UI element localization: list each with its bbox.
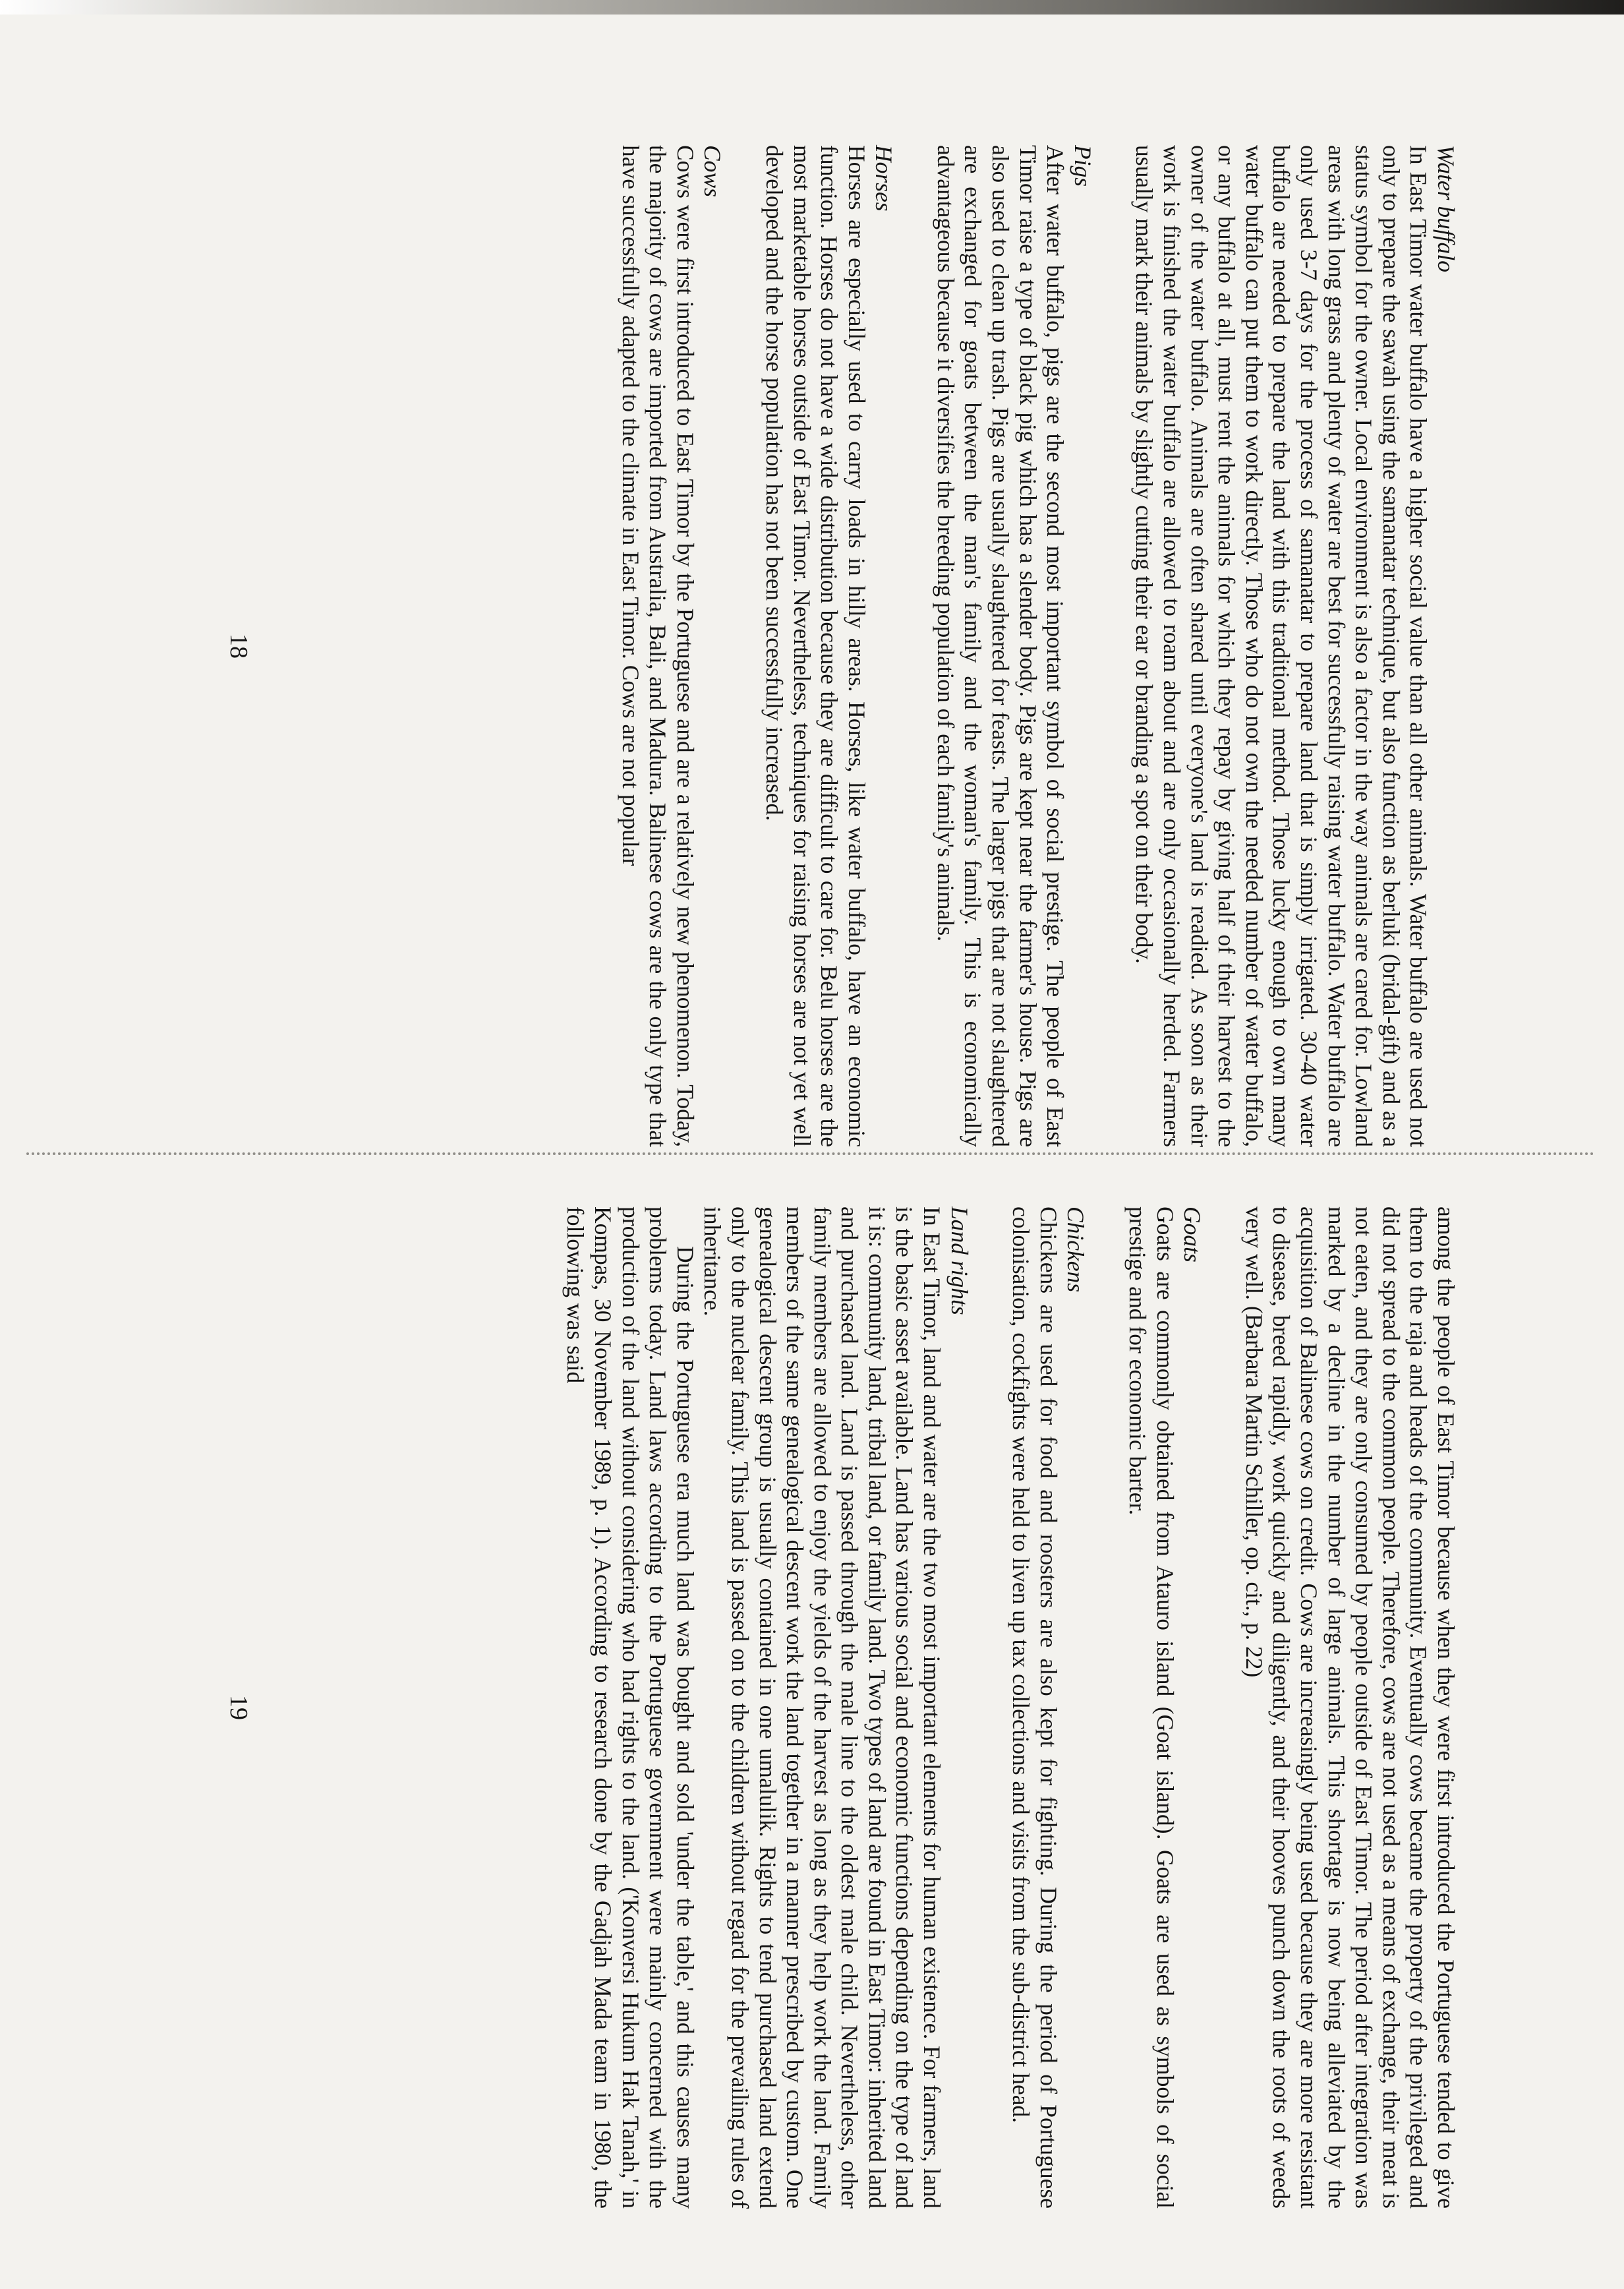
section-cows: [616, 145, 726, 1147]
section-paragraph: In East Timor water buffalo have a higher social value than all other animals. Water buffalo are used not only to prepare the sawah using the samanatar technique, but also function as berluki (bridal-gift) and as a status symbol for the owner. Local environment is also a factor in the way animals are cared for. Lowland areas with long grass and plenty of water are best for successfully raising water buffalo. Water buffalo are only used 3-7 days for the process of samanatar to prepare land that is simply irrigated. 30-40 water buffalo are needed to prepare the land with this traditional method. Those lucky enough to own many water buffalo can put them to work directly. Those who do not own the needed number of water buffalo, or any buffalo at all, must rent the animals for which they repay by giving half of their harvest to the owner of the water buffalo. Animals are often shared until everyone's land is readied. As soon as their work is finished the water buffalo are allowed to roam about and are only occasionally herded. Farmers usually mark their animals by slightly cutting their ear or branding a spot on their body.: [1131, 145, 1432, 1147]
page-number: 18: [225, 634, 252, 659]
section-chickens: [1007, 1206, 1089, 2209]
section-heading: Water buffalo: [1433, 145, 1459, 272]
page-19: [141, 1206, 1459, 2209]
section-cows-continued: [1240, 1206, 1459, 2209]
section-paragraph: Horses are especially used to carry loads in hilly areas. Horses, like water buffalo, have an economic function. Horses do not have a wide distribution because they are difficult to care for. Belu horses are the most marketable horses outside of East Timor. Nevertheless, techniques for raising horses are not yet well developed and the horse population has not been successfully increased.: [761, 145, 870, 1147]
section-paragraph: Chickens are used for food and roosters are also kept for fighting. During the period of Portuguese colonisation, cockfights were held to liven up tax collections and visits from the sub-district head.: [1008, 1206, 1062, 2209]
section-paragraph: among the people of East Timor because when they were first introduced the Portuguese tended to give them to the raja and heads of the community. Eventually cows became the property of the privileged and did not spread to the common people. Therefore, cows are not used as a means of exchange, their meat is not eaten, and they are only consumed by people outside of East Timor. The period after integration was marked by a decline in the number of large animals. This shortage is now being alleviated by the acquisition of Balinese cows on credit. Cows are increasingly being used because they are more resistant to disease, breed rapidly, work quickly and diligently, and their hooves punch down the roots of weeds very well. (Barbara Martin Schiller, op. cit., p. 22): [1240, 1206, 1459, 2209]
section-land-rights: [562, 1206, 973, 2209]
section-heading: Chickens: [1062, 1206, 1089, 1293]
section-paragraph: After water buffalo, pigs are the second most important symbol of social prestige. The people of East Timor raise a type of black pig which has a slender body. Pigs are kept near the farmer's house. Pigs are also used to clean up trash. Pigs are usually slaughtered for feasts. The larger pigs that are not slaughtered are exchanged for goats between the man's family and the woman's family. This is economically advantageous because it diversifies the breeding population of each family's animals.: [932, 145, 1069, 1147]
section-goats: [1123, 1206, 1205, 2209]
section-heading: Cows: [699, 145, 726, 197]
section-paragraph: Goats are commonly obtained from Atauro island (Goat island). Goats are used as symbols of social prestige and for economic barter.: [1124, 1206, 1178, 2209]
section-paragraph: Cows were first introduced to East Timor by the Portuguese and are a relatively new phenomenon. Today, the majority of cows are imported from Australia, Bali, and Madura. Balinese cows are the only type that have successfully adapted to the climate in East Timor. Cows are not popular: [617, 145, 699, 1147]
section-heading: Pigs: [1069, 145, 1096, 187]
section-paragraph: During the Portuguese era much land was bought and sold 'under the table,' and this causes many problems today. Land laws according to the Portuguese government were mainly concerned with the production of the land without considering who had rights to the land. ('Konversi Hukum Hak Tanah,' in Kompas, 30 November 1989, p. 1). According to research done by the Gadjah Mada team in 1980, the following was said: [562, 1206, 699, 2209]
section-horses: [760, 145, 897, 1147]
section-heading: Horses: [871, 145, 898, 212]
page-18: [141, 145, 1459, 1147]
section-water-buffalo: [1130, 145, 1459, 1147]
section-pigs: [931, 145, 1096, 1147]
section-heading: Goats: [1179, 1206, 1206, 1263]
section-heading: Land rights: [946, 1206, 973, 1315]
section-paragraph: In East Timor, land and water are the two most important elements for human existence. For farmers, land is the basic asset available. Land has various social and economic functions depending on the type of land it is: community land, tribal land, or family land. Two types of land are found in East Timor: inherited land and purchased land. Land is passed through the male line to the oldest male child. Nevertheless, other family members are allowed to enjoy the yields of the harvest as long as they help work the land. Family members of the same genealogical descent work the land together in a manner prescribed by custom. One genealogical descent group is usually contained in one umalulik. Rights to tend purchased land extend only to the nuclear family. This land is passed on to the children without regard for the prevailing rules of inheritance.: [699, 1206, 946, 2209]
page-number: 19: [225, 1695, 252, 1720]
